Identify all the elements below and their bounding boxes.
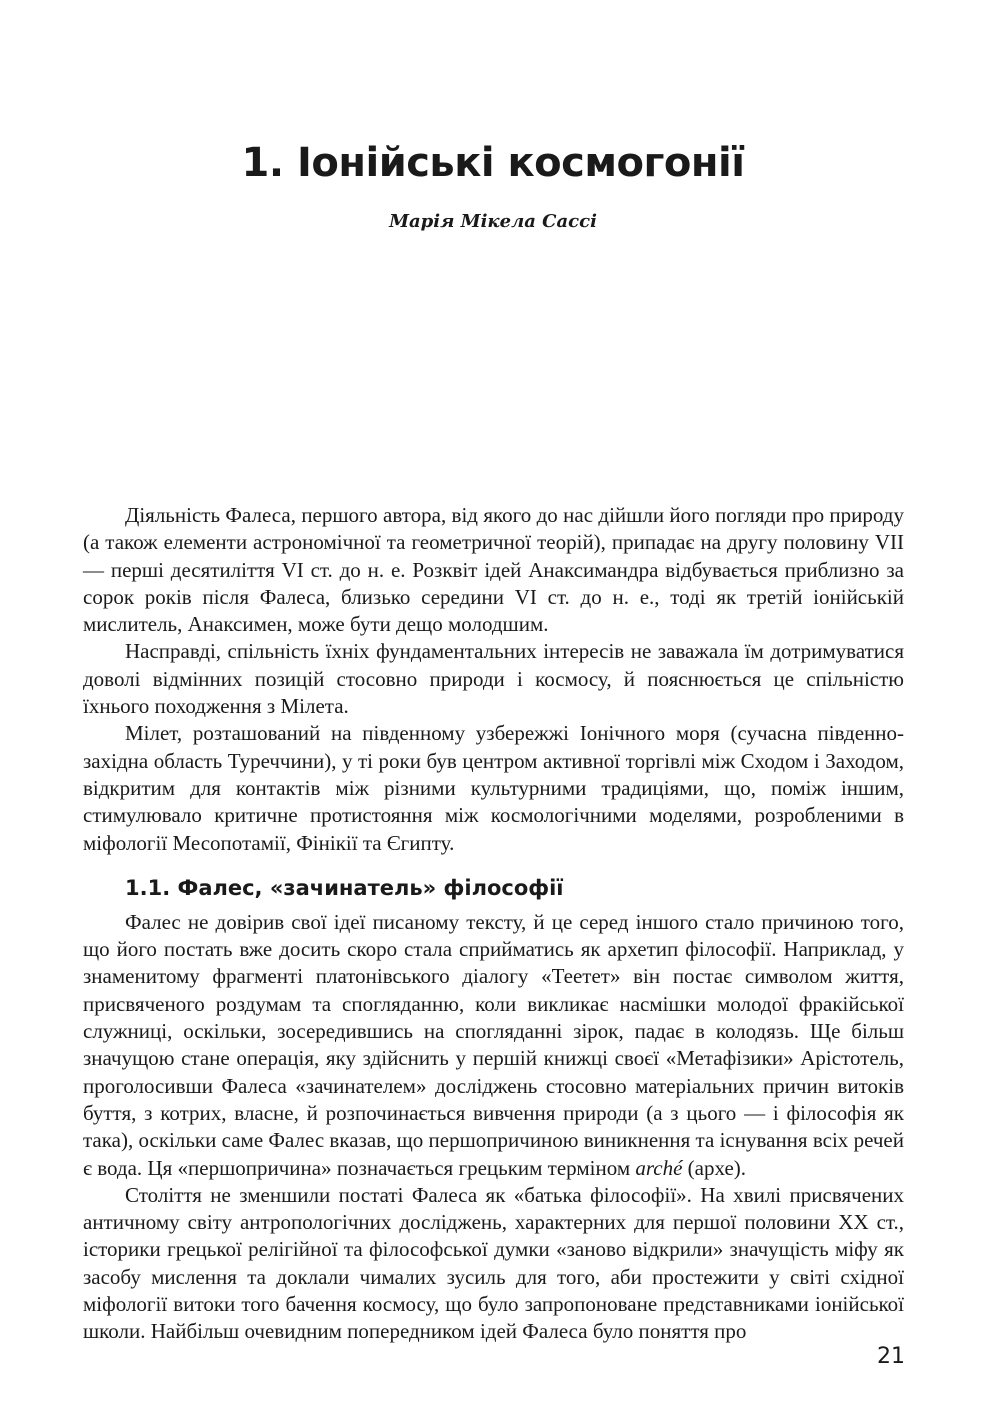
section-paragraph-2: Століття не зменшили постаті Фалеса як «батька філософії». На хвилі присвячених античному світу антропологічних досліджень, характерних для першої половини XX ст., історики грецької релігійної та філософської думки «заново відкрили» значущість міфу як засобу мислення та доклали чималих зусиль для того, аби простежити у світі східної міфології витоки того бачення космосу, що було запропоноване представниками іонійської школи. Найбільш очевидним попередником ідей Фалеса було поняття про: [83, 1182, 904, 1344]
section-paragraph-1-text: Фалес не довірив свої ідеї писаному тексту, й це серед іншого стало причиною того, що його постать вже досить скоро стала сприйматись як архетип філософії. Наприклад, у знаменитому фрагменті платонівського діалогу «Теетет» він постає символом життя, присвяченого роздумам та спогляданню, коли викликає насмішки молодої фракійської служниці, оскільки, зосередившись на спогляданні зірок, падає в колодязь. Ще більш значущою стане операція, яку здійснить у першій книжці своєї «Метафізики» Арістотель, проголосивши Фалеса «зачинателем» досліджень стосовно матеріальних причин витоків буття, з котрих, власне, й розпочинається вивчення природи (а з цього — і філософія як така), оскільки саме Фалес вказав, що першопричиною виникнення та існування всіх речей є вода. Ця «першопричина» позначається грецьким терміном: [83, 909, 904, 1180]
paragraph-3: Мілет, розташований на південному узбережжі Іонічного моря (сучасна південно-західна область Туреччини), у ті роки був центром активної торгівлі між Сходом і Заходом, відкритим для контактів між різними культурними традиціями, що, поміж іншим, стимулювало критичне протистояння між космологічними моделями, розробленими в міфології Месопотамії, Фінікії та Єгипту.: [83, 721, 904, 855]
paragraph-1: Діяльність Фалеса, першого автора, від якого до нас дійшли його погляди про природу (а також елементи астрономічної та геометричної теорій), припадає на другу половину VII — перші десятиліття VI ст. до н. е. Розквіт ідей Анаксимандра відбувається приблизно за сорок років після Фалеса, близько середини VI ст. до н. е., тоді як третій іонійській мислитель, Анаксимен, може бути дещо молодшим.: [83, 503, 904, 637]
page-number: 21: [877, 1344, 905, 1369]
section-paragraph-1: [83, 909, 904, 1182]
body-text: [83, 502, 904, 1346]
paragraph-2: Насправді, спільність їхніх фундаментальних інтересів не заважала їм дотримуватися доволі відмінних позицій стосовно природи і космосу, й пояснюється це спільністю їхнього походження з Мілета.: [83, 639, 904, 719]
greek-term: arché: [635, 1155, 683, 1180]
chapter-author: Марія Мікела Сассі: [389, 211, 597, 232]
section-paragraph-1-end: (архе).: [687, 1155, 747, 1180]
chapter-title: 1. Іонійські космогонії: [241, 140, 745, 186]
section-heading: 1.1. Фалес, «зачинатель» філософії: [125, 875, 564, 900]
